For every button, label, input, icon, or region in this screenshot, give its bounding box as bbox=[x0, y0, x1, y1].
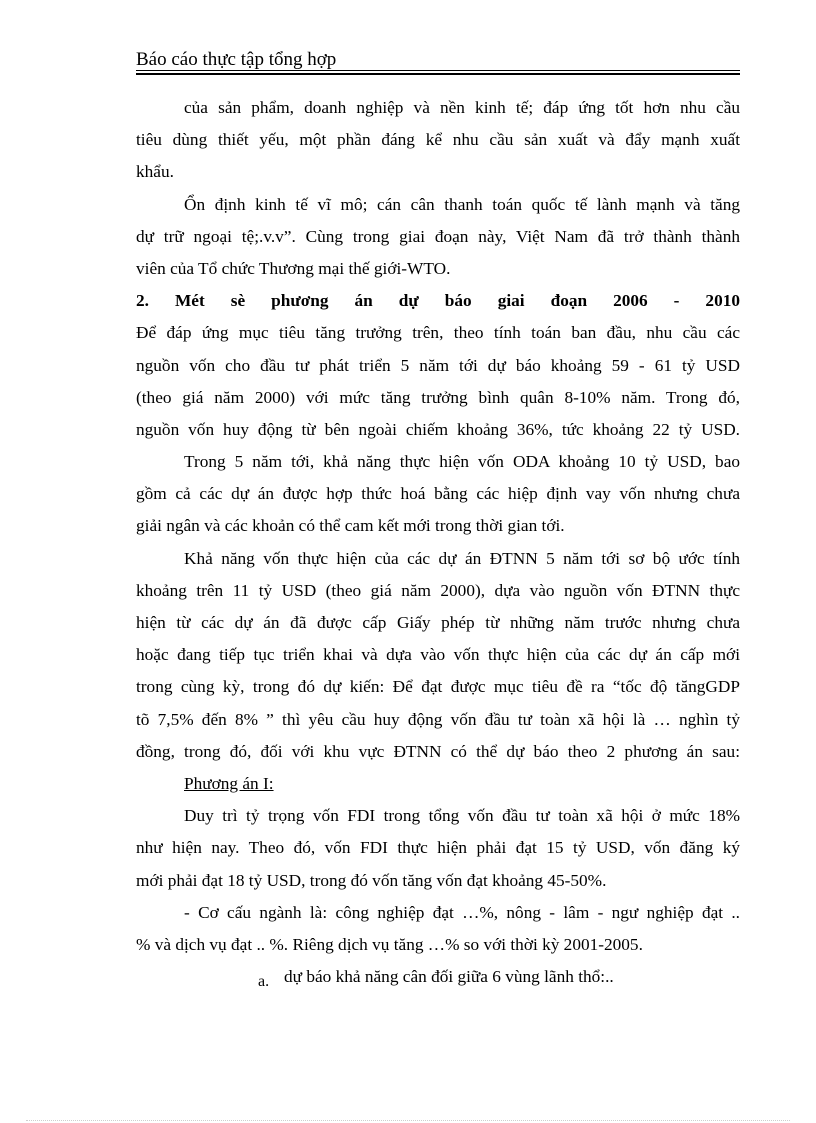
subheading-option-1: Phương án I: bbox=[184, 773, 274, 793]
text-line: tiêu dùng thiết yếu, một phần đáng kể nhu cầu sản xuất và đẩy mạnh xuất bbox=[136, 130, 740, 150]
text-line: trong cùng kỳ, trong đó dự kiến: Để đạt được mục tiêu đề ra “tốc độ tăngGDP bbox=[136, 677, 740, 697]
header-title: Báo cáo thực tập tổng hợp bbox=[136, 49, 337, 70]
text-line: nguồn vốn huy động từ bên ngoài chiếm khoảng 36%, tức khoảng 22 tỷ USD. bbox=[136, 419, 740, 439]
text-line: tõ 7,5% đến 8% ” thì yêu cầu huy động vốn đầu tư toàn xã hội là … nghìn tỷ bbox=[136, 709, 740, 729]
text-line: dự trữ ngoại tệ;.v.v”. Cùng trong giai đoạn này, Việt Nam đã trở thành thành bbox=[136, 226, 740, 246]
text-line: Duy trì tỷ trọng vốn FDI trong tổng vốn đầu tư toàn xã hội ở mức 18% bbox=[184, 806, 740, 826]
text-line: % và dịch vụ đạt .. %. Riêng dịch vụ tăng …% so với thời kỳ 2001-2005. bbox=[136, 934, 643, 954]
text-line: viên của Tổ chức Thương mại thế giới-WTO. bbox=[136, 258, 451, 278]
text-line: như hiện nay. Theo đó, vốn FDI thực hiện phải đạt 15 tỷ USD, vốn đăng ký bbox=[136, 838, 740, 858]
section-heading: 2. Mét sè phương án dự báo giai đoạn 2006 - 2010 bbox=[136, 291, 740, 311]
text-line: hiện từ các dự án đã được cấp Giấy phép từ những năm trước nhưng chưa bbox=[136, 613, 740, 632]
text-line: Trong 5 năm tới, khả năng thực hiện vốn ODA khoảng 10 tỷ USD, bao bbox=[184, 452, 740, 472]
text-line: Để đáp ứng mục tiêu tăng trưởng trên, theo tính toán ban đầu, nhu cầu các bbox=[136, 323, 740, 343]
document-body bbox=[136, 92, 740, 993]
header-rule bbox=[136, 70, 740, 71]
subheading-line bbox=[136, 768, 740, 800]
text-line: khẩu. bbox=[136, 162, 174, 182]
text-line: nguồn vốn cho đầu tư phát triển 5 năm tới dự báo khoảng 59 - 61 tỷ USD bbox=[136, 355, 740, 375]
text-line: đồng, trong đó, đối với khu vực ĐTNN có thể dự báo theo 2 phương án sau: bbox=[136, 741, 740, 761]
text-line: của sản phẩm, doanh nghiệp và nền kinh tế; đáp ứng tốt hơn nhu cầu bbox=[184, 98, 740, 117]
text-line: mới phải đạt 18 tỷ USD, trong đó vốn tăng vốn đạt khoảng 45-50%. bbox=[136, 870, 607, 890]
text-line: Khả năng vốn thực hiện của các dự án ĐTNN 5 năm tới sơ bộ ước tính bbox=[184, 548, 740, 568]
text-line: (theo giá năm 2000) với mức tăng trưởng bình quân 8-10% năm. Trong đó, bbox=[136, 387, 740, 407]
list-item-text: dự báo khả năng cân đối giữa 6 vùng lãnh thổ:.. bbox=[284, 967, 614, 987]
text-line: - Cơ cấu ngành là: công nghiệp đạt …%, nông - lâm - ngư nghiệp đạt .. bbox=[184, 902, 740, 922]
list-item bbox=[136, 961, 740, 993]
text-line: gồm cả các dự án được hợp thức hoá bằng các hiệp định vay vốn nhưng chưa bbox=[136, 484, 740, 504]
list-marker: a. bbox=[258, 973, 270, 991]
header-rule-thick bbox=[136, 73, 740, 75]
page-header bbox=[136, 48, 740, 72]
text-line: Ổn định kinh tế vĩ mô; cán cân thanh toán quốc tế lành mạnh và tăng bbox=[184, 194, 740, 214]
text-line: giải ngân và các khoản có thể cam kết mới trong thời gian tới. bbox=[136, 516, 565, 536]
text-line: khoảng trên 11 tỷ USD (theo giá năm 2000), dựa vào nguồn vốn ĐTNN thực bbox=[136, 580, 740, 600]
text-line: hoặc đang tiếp tục triển khai và dựa vào vốn thực hiện của các dự án cấp mới bbox=[136, 645, 740, 665]
page-bottom-rule bbox=[26, 1120, 790, 1121]
